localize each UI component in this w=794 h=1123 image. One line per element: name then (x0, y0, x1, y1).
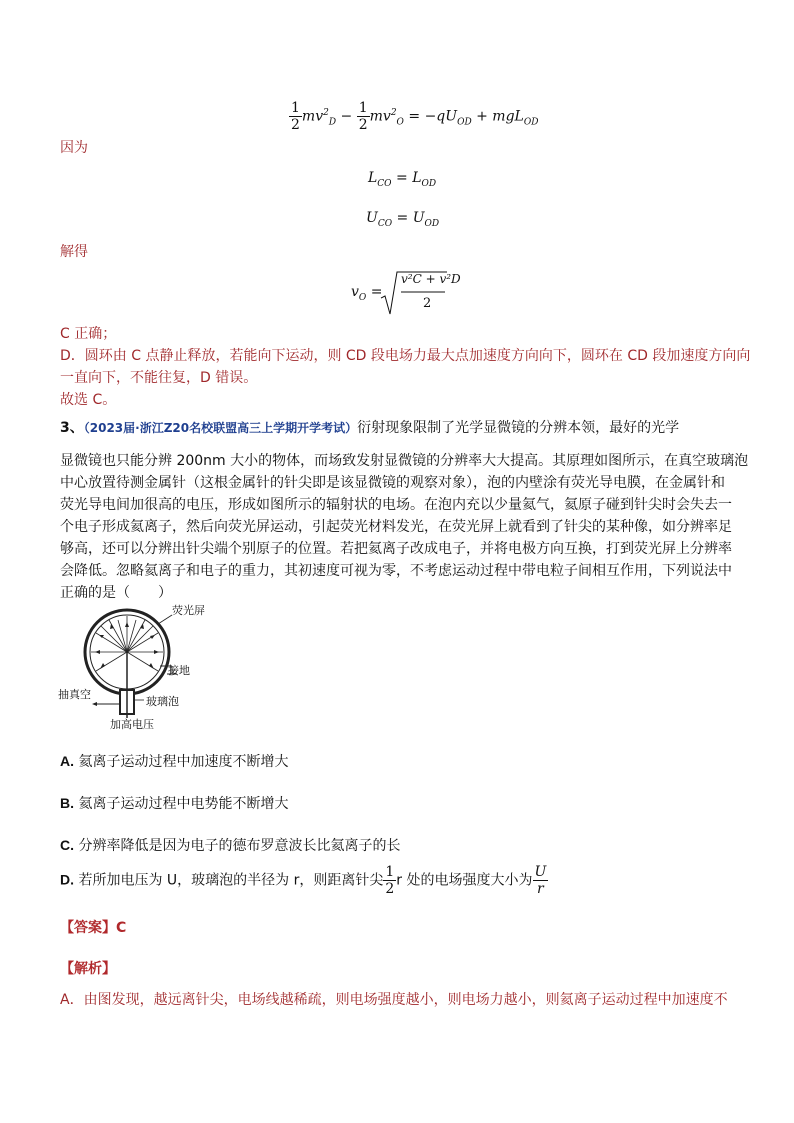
question-line-4: 荧光导电间加很高的电压，形成如图所示的辐射状的电场。在泡内充以少量氦气，氦原子碰到针尖时会失去一 (60, 497, 732, 513)
question-line-5: 个电子形成氦离子，然后向荧光屏运动，引起荧光材料发光，在荧光屏上就看到了针尖的某种像，如分辨率足 (60, 519, 732, 535)
option-d-text: 若所加电压为 U，玻璃泡的半径为 r，则距离针尖 (78, 872, 384, 889)
question-line-1: 衍射现象限制了光学显微镜的分辨本领，最好的光学 (357, 420, 680, 436)
figure-label-voltage: 加高电压 (110, 718, 154, 731)
sqrt-denominator: 2 (423, 296, 432, 311)
figure-label-ground: 接地 (168, 664, 190, 677)
energy-equation: $\frac{1}{2}$ $mv^2_D$ − $\frac{1}{2}$ $mv^2_O = -qU_{OD} + mgL_{OD}$ (291, 100, 539, 133)
d-explanation-line1: D．圆环由 C 点静止释放，若能向下运动，则 CD 段电场力最大点加速度方向向下，圆环在 CD 段加速度方向向 (60, 348, 751, 364)
length-equation: $L_{CO} = L_{OD}$ (368, 170, 437, 189)
option-d[interactable] (60, 864, 548, 897)
option-b[interactable] (60, 792, 288, 815)
figure-label-vacuum: 抽真空 (58, 688, 91, 701)
question-line-7: 会降低。忽略氦离子和电子的重力，其初速度可视为零，不考虑运动过程中带电粒子间相互作用，下列说法中 (60, 563, 732, 579)
because-label: 因为 (60, 140, 88, 156)
option-c-text: 分辨率降低是因为电子的德布罗意波长比氦离子的长 (78, 838, 401, 854)
figure-label-screen: 荧光屏 (172, 604, 205, 617)
c-correct: C 正确； (60, 326, 117, 342)
option-a-text: 氦离子运动过程中加速度不断增大 (78, 754, 289, 770)
sqrt-numerator: v²C + v²D (401, 272, 461, 286)
question-source: （2023届·浙江Z20名校联盟高三上学期开学考试） (83, 421, 358, 435)
option-d-letter: D. (60, 871, 74, 888)
option-d-mid: r 处的电场强度大小为 (396, 872, 533, 889)
choose-c: 故选 C。 (60, 392, 117, 408)
option-d-half-fraction: $\frac{1}{2}$ (385, 864, 395, 897)
option-b-text: 氦离子运动过程中电势能不断增大 (78, 796, 289, 812)
question-line-2: 显微镜也只能分辨 200nm 大小的物体，而场致发射显微镜的分辨率大大提高。其原理如图所示，在真空玻璃泡 (60, 453, 749, 469)
question-line-6: 够高，还可以分辨出针尖端个别原子的位置。若把氦离子改成电子，并将电极方向互换，打到荧光屏上分辨率 (60, 541, 732, 557)
figure-label-bulb: 玻璃泡 (146, 695, 179, 708)
analysis-label: 【解析】 (60, 961, 116, 977)
d-explanation-line2: 一直向下，不能往复，D 错误。 (60, 370, 258, 386)
question-line-3: 中心放置待测金属针（这根金属针的针尖即是该显微镜的观察对象），泡的内壁涂有荧光导电膜，在金属针和 (60, 475, 725, 491)
field-emission-figure (60, 600, 210, 735)
analysis-line-a: A．由图发现，越远离针尖，电场线越稀疏，则电场强度越小，则电场力越小，则氦离子运动过程中加速度不 (60, 992, 728, 1008)
potential-equation: $U_{CO} = U_{OD}$ (366, 210, 440, 229)
velocity-equation: $v_O$ = v²C + v²D 2 (351, 270, 383, 316)
question-number: 3、 (60, 420, 84, 436)
option-a[interactable] (60, 750, 288, 773)
option-c-letter: C. (60, 837, 74, 853)
option-b-letter: B. (60, 795, 74, 811)
solve-label: 解得 (60, 244, 88, 260)
option-d-ur-fraction: $\frac{U}{r}$ (534, 864, 547, 897)
question-3-header (60, 417, 679, 439)
option-a-letter: A. (60, 753, 74, 769)
question-line-8: 正确的是（ ） (60, 585, 172, 601)
option-c[interactable] (60, 834, 400, 857)
answer-label: 【答案】C (60, 920, 127, 936)
